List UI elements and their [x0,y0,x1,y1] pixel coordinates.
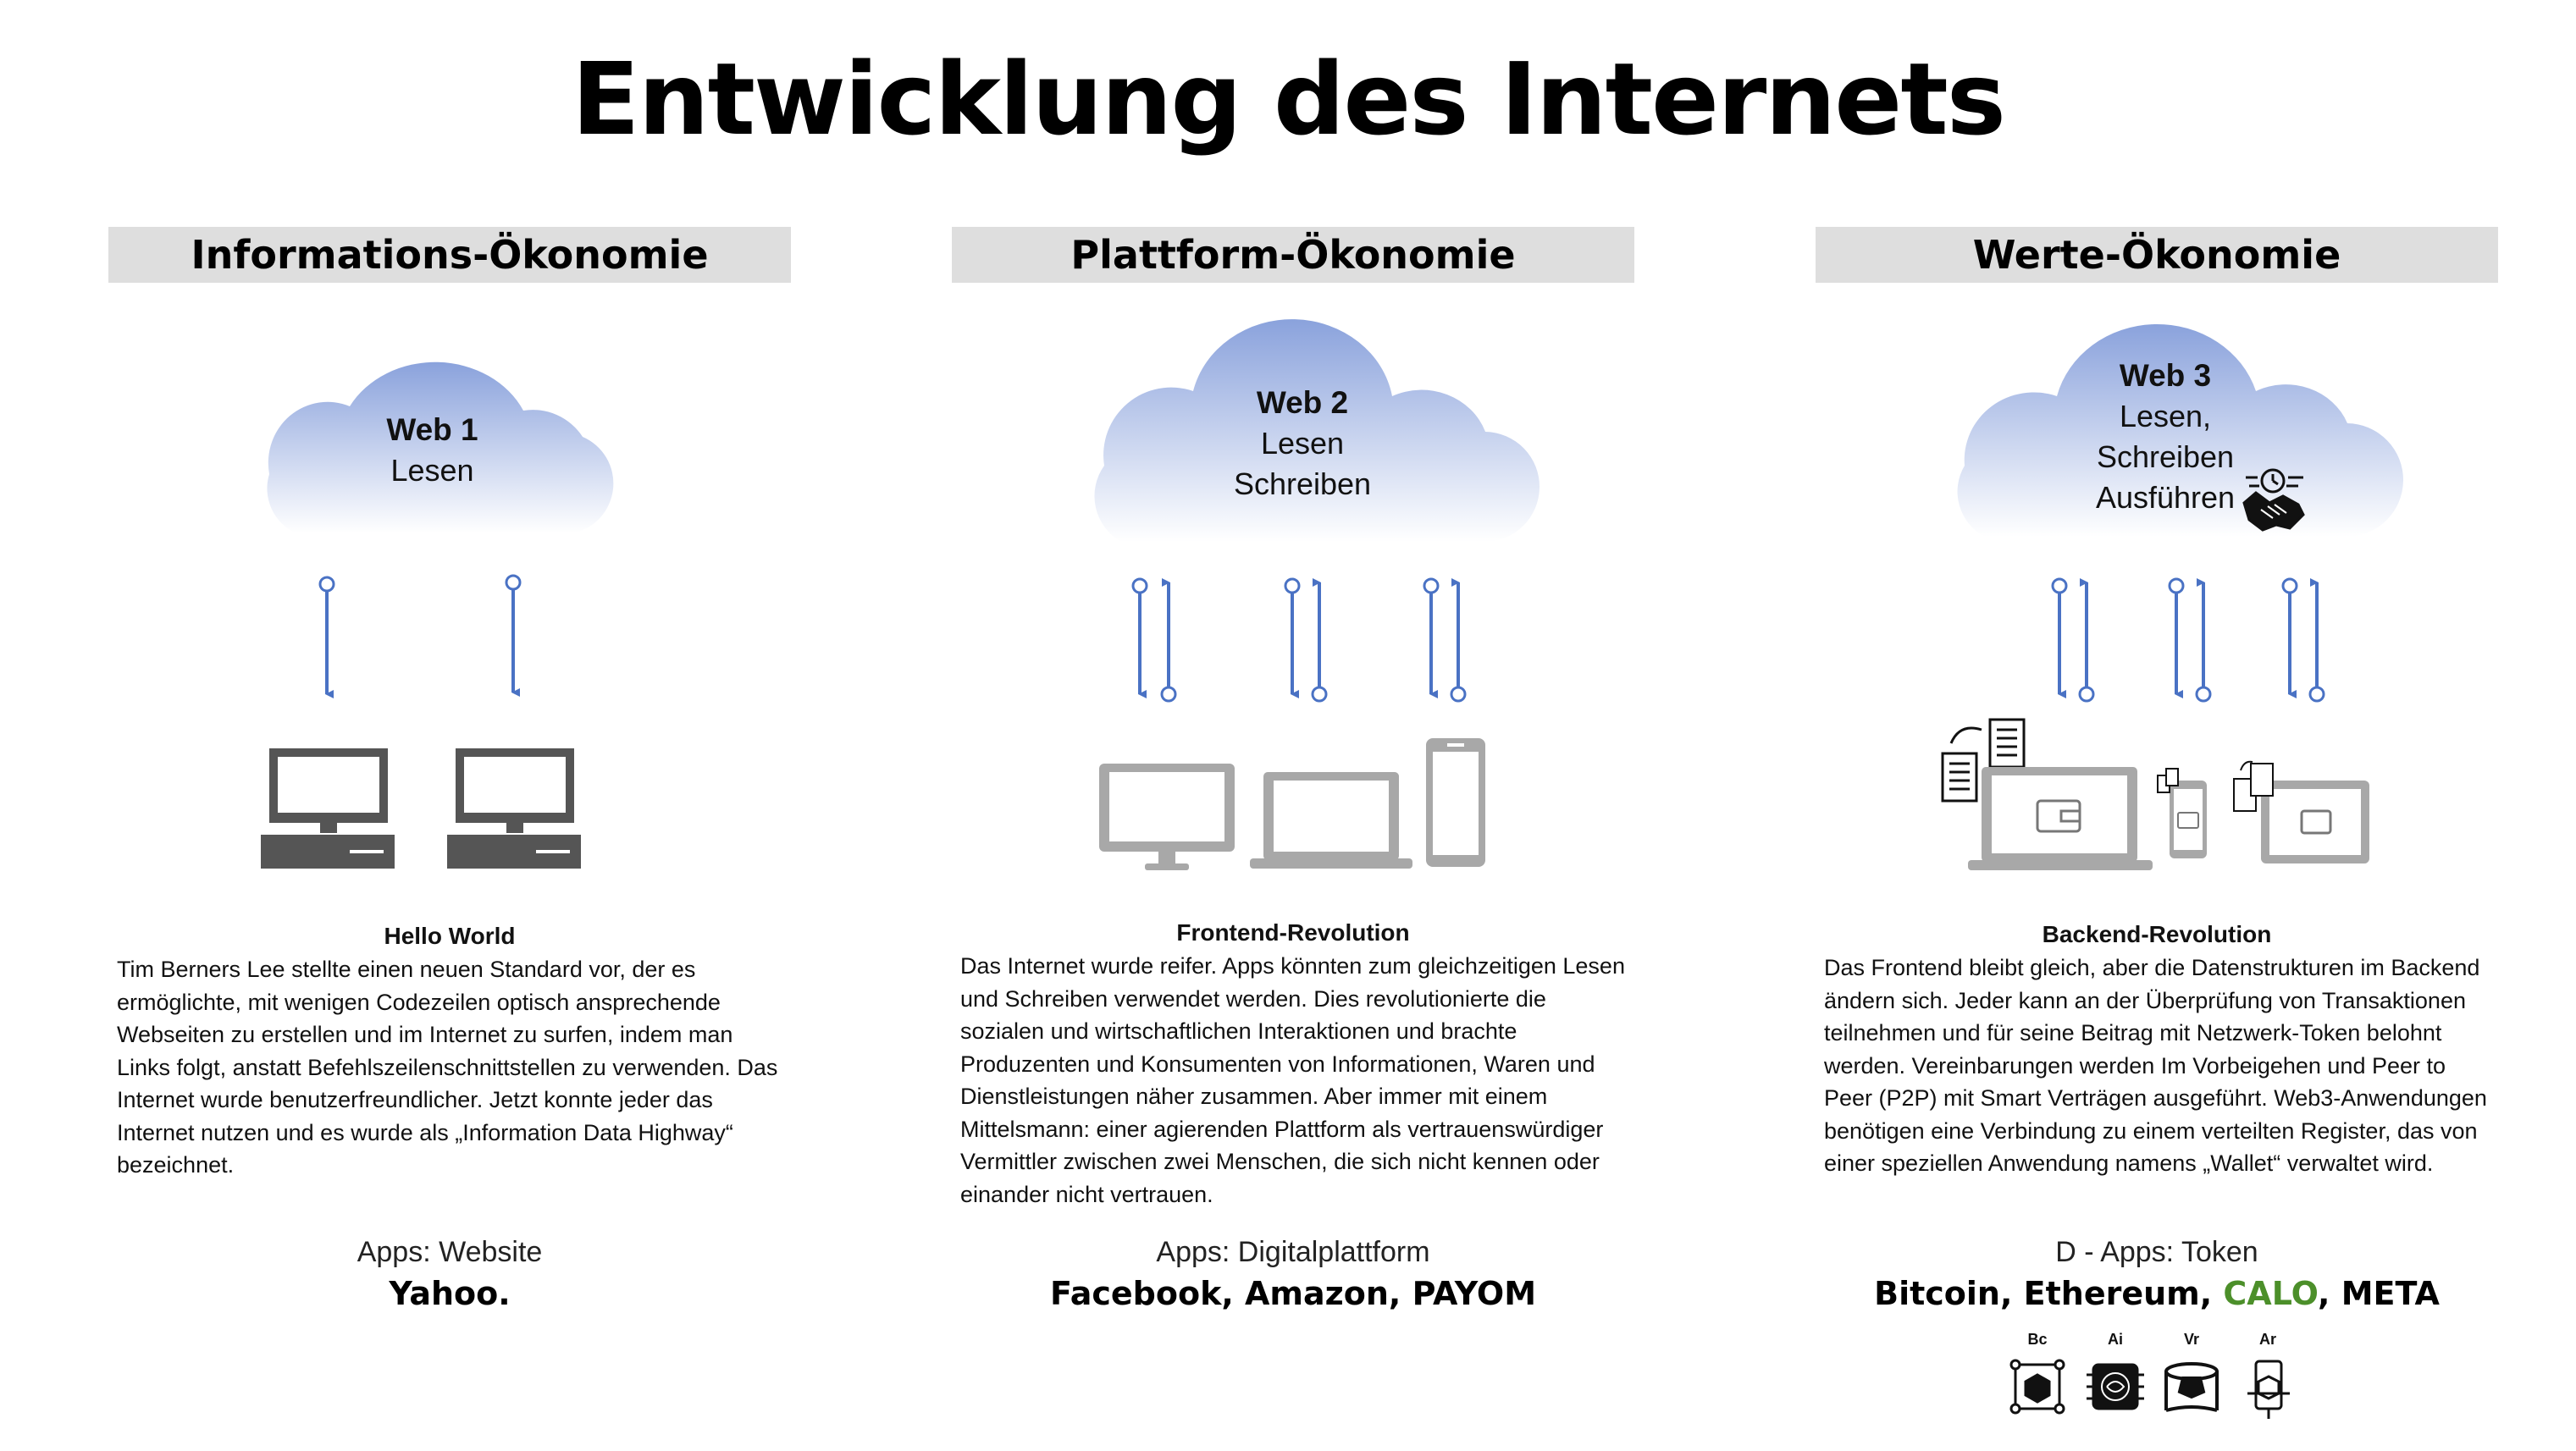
arrow-up-icon [2080,582,2093,701]
apps-list [1816,1275,2498,1312]
desktop-computer-icon [261,748,395,869]
arrow-up-icon [1313,582,1326,701]
cloud-label-web1 [329,410,536,491]
phone-wallet-icon [2158,769,2207,858]
blockchain-cube-icon [2011,1360,2064,1413]
tech-label-ar: Ar [2258,1331,2276,1348]
section-description: Das Internet wurde reifer. Apps könnten zum gleichzeitigen Lesen und Schreiben verwendet werden. Dies revolutionierte die sozialen und wirtschaftlichen Interaktionen und brachte Produzenten und Konsumenten von Informationen, Waren und Dienstleistungen näher zusammen. Aber immer mit einem Mittelsmann: einer agierenden Plattform als vertrauenswürdiger Vermittler zwischen zwei Menschen, die sich nicht kennen oder einander nicht vertrauen. [960,953,1625,1207]
web-version-label: Web 3 [2119,358,2212,393]
tablet-wallet-icon [2234,762,2369,863]
web1-illustration [108,296,803,889]
banner-information-economy: Informations-Ökonomie [108,227,791,283]
monitor-icon [1099,764,1235,870]
section-heading: Hello World [384,923,516,949]
page-title: Entwicklung des Internets [572,41,2004,157]
section-heading: Frontend-Revolution [1176,919,1410,946]
column-platform-economy [952,0,1646,1451]
capability-label: Schreiben [1233,466,1372,501]
arrow-down-icon [506,576,520,692]
laptop-icon [1250,772,1412,869]
cloud-label-web2 [1192,383,1412,505]
banner-platform-economy: Plattform-Ökonomie [952,227,1634,283]
apps-label: D - Apps: Token [2055,1236,2258,1268]
section-description: Tim Berners Lee stellte einen neuen Standard vor, der es ermöglichte, mit wenigen Codezeilen optisch ansprechende Webseiten zu erstellen und im Internet zu surfen, indem man Links folgt, anstatt Befehlszeilenschnittstellen zu verwenden. Das Internet wurde benutzerfreundlicher. Jetzt konnte jeder das Internet nutzen und es wurde als „Information Data Highway“ bezeichnet. [117,957,778,1178]
section-description: Das Frontend bleibt gleich, aber die Datenstrukturen im Backend ändern sich. Jeder kann an der Überprüfung von Transaktionen teilnehmen und für seine Beitrag mit Netzwerk-Token belohnt werden. Vereinbarungen werden Im Vorbeigehen und Peer to Peer (P2P) mit Smart Verträgen ausgeführt. Web3-Anwendungen benötigen eine Verbindung zu einem verteilten Register, das von einer speziellen Anwendung namens „Wallet“ verwaltet wird. [1824,955,2487,1176]
web-version-label: Web 1 [386,412,478,447]
laptop-wallet-icon [1968,767,2153,870]
arrow-down-icon [2283,579,2297,694]
banner-value-economy: Werte-Ökonomie [1816,227,2498,283]
apps-list: Yahoo. [389,1275,511,1312]
arrow-up-icon [1451,582,1465,701]
apps-list: Facebook, Amazon, PAYOM [1049,1275,1537,1312]
capability-label: Schreiben [2096,439,2235,474]
smartphone-icon [1426,738,1485,867]
desktop-computer-icon [447,748,581,869]
column-value-economy [1816,0,2510,1451]
cloud-label-web3 [2068,356,2263,518]
token-list-text: Bitcoin, Ethereum, [1874,1275,2224,1312]
section-heading: Backend-Revolution [2042,921,2272,947]
vr-cylinder-icon [2166,1364,2217,1410]
arrow-up-icon [2310,582,2324,701]
ai-chip-icon [2087,1365,2144,1409]
capability-label: Ausführen [2095,480,2236,515]
arrow-down-icon [1133,579,1147,694]
arrow-up-icon [2197,582,2210,701]
arrow-down-icon [2170,579,2183,694]
arrow-down-icon [1285,579,1299,694]
tech-label-bc: Bc [2027,1331,2048,1348]
column-information-economy [108,0,803,1451]
apps-label: Apps: Website [357,1236,543,1268]
token-list-text: , META [2318,1275,2440,1312]
tech-label-ai: Ai [2108,1331,2123,1348]
arrow-down-icon [2053,579,2066,694]
web-version-label: Web 2 [1256,385,1349,420]
apps-label: Apps: Digitalplattform [1156,1236,1430,1268]
capability-label: Lesen [390,453,474,488]
tech-icons-row [2002,1354,2324,1422]
ar-phone-icon [2247,1361,2290,1419]
arrow-down-icon [320,577,334,694]
capability-label: Lesen [1260,426,1345,461]
arrow-up-icon [1162,582,1175,701]
capability-label: Lesen, [2119,399,2212,433]
tech-label-vr: Vr [2183,1331,2200,1348]
token-calo: CALO [2223,1275,2319,1312]
arrow-down-icon [1424,579,1438,694]
